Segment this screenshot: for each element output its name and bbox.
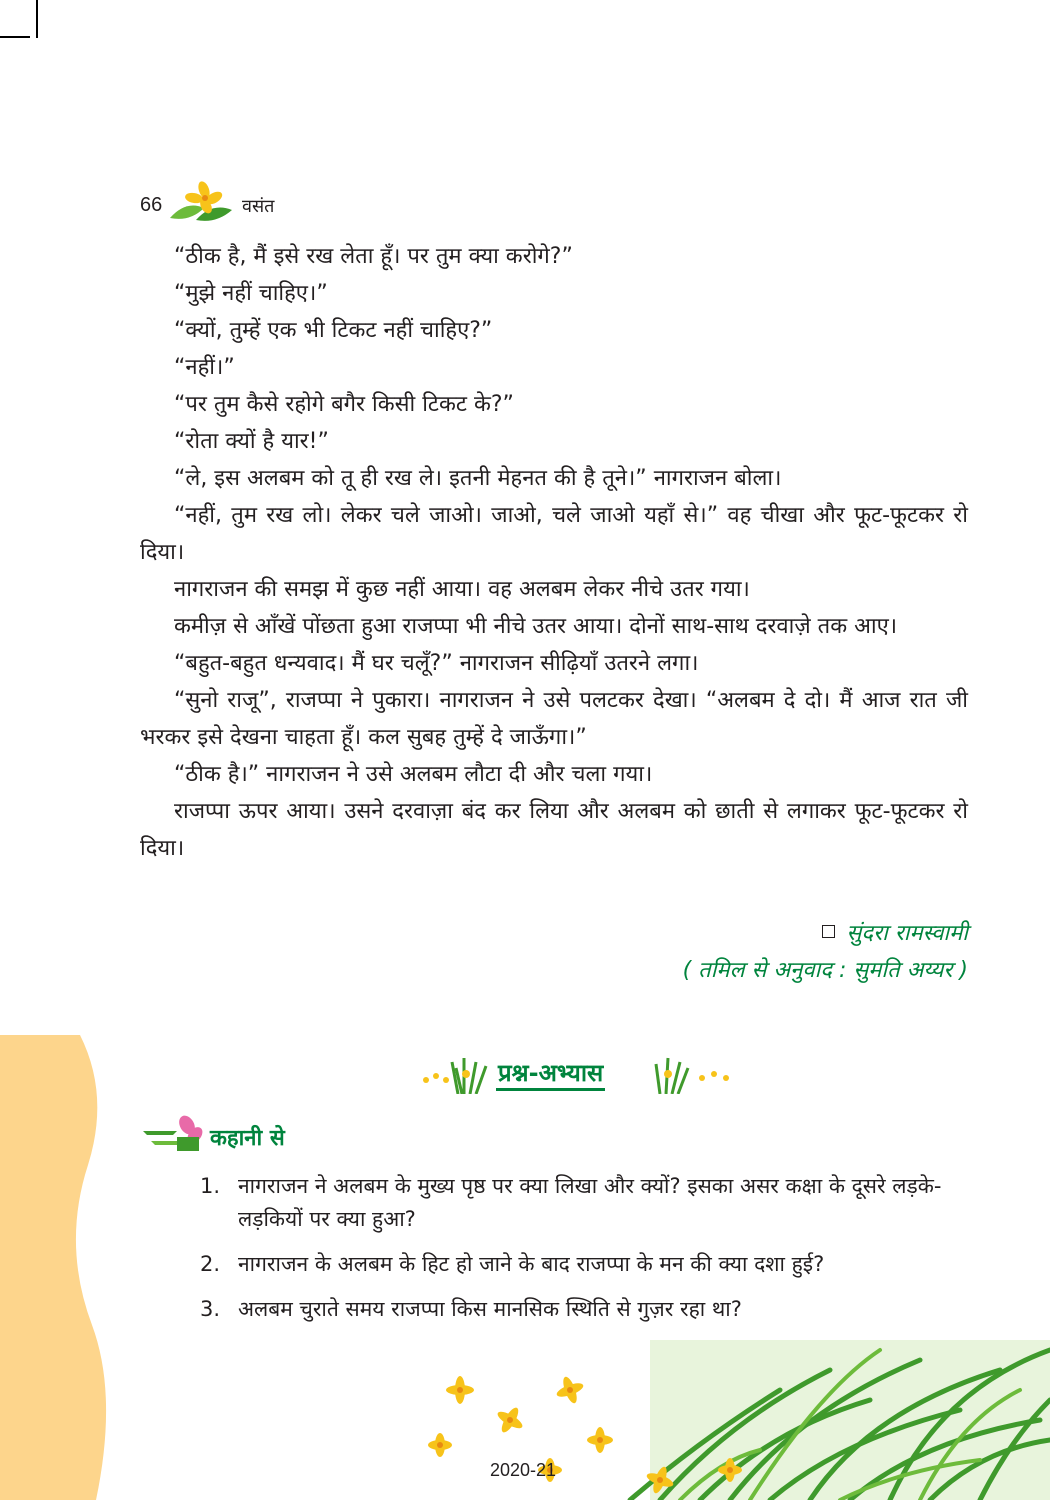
translation-credit: ( तमिल से अनुवाद : सुमति अय्यर ) <box>682 958 968 983</box>
question-text: नागराजन ने अलबम के मुख्य पृष्ठ पर क्या लिखा और क्यों? इसका असर कक्षा के दूसरे लड़के-लड़कियों पर क्या हुआ? <box>238 1174 942 1231</box>
page-number: 66 <box>140 194 163 216</box>
paragraph: “क्यों, तुम्हें एक भी टिकट नहीं चाहिए?” <box>174 318 493 343</box>
question-number: 3. <box>200 1297 221 1321</box>
grass-flower-left-icon <box>418 1056 494 1094</box>
subsection-title: कहानी से <box>210 1126 285 1151</box>
paragraph: “बहुत-बहुत धन्यवाद। मैं घर चलूँ?” नागराजन सीढ़ियाँ उतरने लगा। <box>174 651 699 676</box>
grass-flower-right-icon <box>654 1056 734 1094</box>
author-name: सुंदरा रामस्वामी <box>846 921 968 946</box>
paragraph: “रोता क्यों है यार!” <box>174 429 329 454</box>
question-number: 2. <box>200 1252 221 1276</box>
paragraph: राजप्पा ऊपर आया। उसने दरवाज़ा बंद कर लिया और अलबम को छाती से लगाकर फूट-फूटकर रो दिया। <box>140 799 968 861</box>
paragraph: “सुनो राजू”, राजप्पा ने पुकारा। नागराजन ने उसे पलटकर देखा। “अलबम दे दो। मैं आज रात जी भरकर इसे देखना चाहता हूँ। कल सुबह तुम्हें दे जाऊँगा।” <box>140 688 968 750</box>
square-bullet-icon <box>822 925 835 938</box>
paragraph: नागराजन की समझ में कुछ नहीं आया। वह अलबम लेकर नीचे उतर गया। <box>174 577 750 602</box>
paragraph: “ठीक है।” नागराजन ने उसे अलबम लौटा दी और चला गया। <box>174 762 653 787</box>
question-number: 1. <box>200 1174 221 1198</box>
pink-flower-icon <box>143 1115 205 1155</box>
attribution <box>683 915 968 989</box>
question-text: नागराजन के अलबम के हिट हो जाने के बाद राजप्पा के मन की क्या दशा हुई? <box>238 1252 825 1276</box>
question-text: अलबम चुराते समय राजप्पा किस मानसिक स्थिति से गुज़र रहा था? <box>238 1297 742 1321</box>
question-item <box>200 1248 960 1281</box>
question-item <box>200 1293 960 1326</box>
side-decorative-band <box>0 1035 115 1500</box>
paragraph: “मुझे नहीं चाहिए।” <box>174 281 328 306</box>
book-title: वसंत <box>242 196 275 217</box>
crop-mark <box>36 0 38 38</box>
question-item <box>200 1170 960 1236</box>
paragraph: “ठीक है, मैं इसे रख लेता हूँ। पर तुम क्या करोगे?” <box>174 244 573 269</box>
paragraph: “ले, इस अलबम को तू ही रख ले। इतनी मेहनत की है तूने।” नागराजन बोला। <box>174 466 782 491</box>
section-banner <box>418 1050 734 1098</box>
story-body <box>140 238 968 867</box>
paragraph: “नहीं।” <box>174 355 235 380</box>
question-list <box>200 1170 960 1338</box>
paragraph: “पर तुम कैसे रहोगे बगैर किसी टिकट के?” <box>174 392 514 417</box>
section-title: प्रश्न-अभ्यास <box>496 1058 605 1091</box>
author-line <box>683 915 968 952</box>
print-year: 2020-21 <box>490 1460 557 1480</box>
paragraph: कमीज़ से आँखें पोंछता हुआ राजप्पा भी नीचे उतर आया। दोनों साथ-साथ दरवाज़े तक आए। <box>174 614 898 639</box>
crop-mark <box>0 36 30 38</box>
flower-leaf-icon <box>166 178 236 224</box>
paragraph: “नहीं, तुम रख लो। लेकर चले जाओ। जाओ, चले जाओ यहाँ से।” वह चीखा और फूट-फूटकर रो दिया। <box>140 503 968 565</box>
